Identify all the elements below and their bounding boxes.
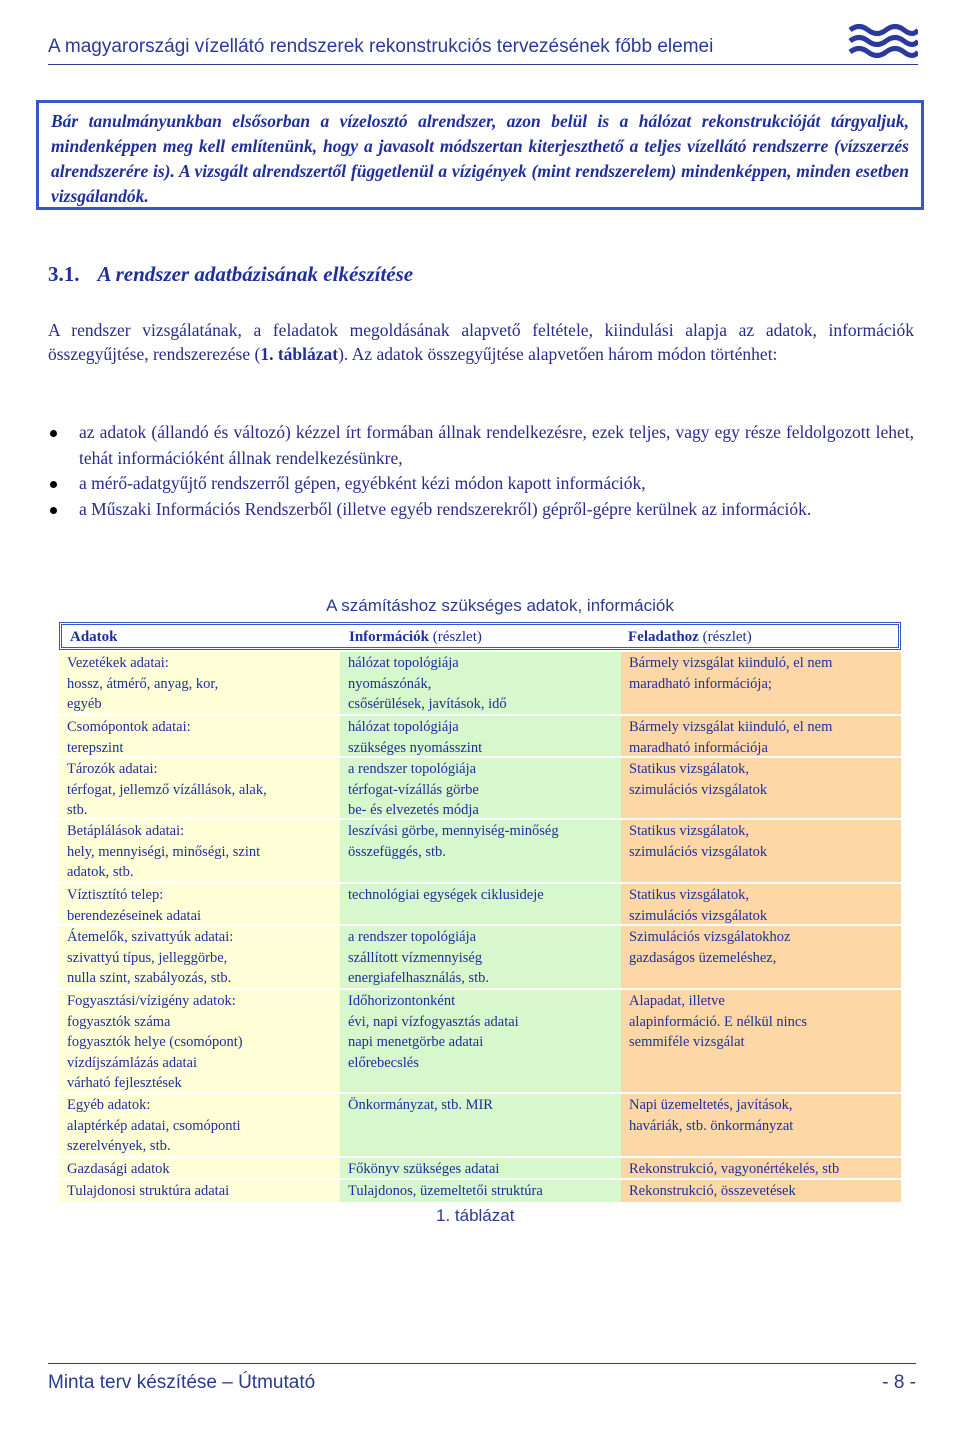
- list-item: az adatok (állandó és változó) kézzel írt formában állnak rendelkezésre, ezek teljes, vagy egy része feldolgozott lehet, tehát információként állnak rendelkezésünkre,: [48, 420, 914, 471]
- table-reference: 1. táblázat: [260, 344, 339, 364]
- table-cell: Statikus vizsgálatok, szimulációs vizsgálatok: [621, 884, 901, 924]
- table-row: [59, 758, 901, 818]
- intro-note-text: Bár tanulmányunkban elsősorban a vízelosztó alrendszer, azon belül is a hálózat rekonstrukcióját tárgyaljuk, mindenképpen meg kell említenünk, hogy a javasolt módszertan kiterjeszthető a teljes vízellátó rendszerre (vízszerzés alrendszerére is). A vizsgált alrendszertől függetlenül a vízigények (mint rendszerelem) mindenképpen, minden esetben vizsgálandók.: [51, 111, 909, 206]
- table-cell: Átemelők, szivattyúk adatai: szivattyú típus, jelleggörbe, nulla szint, szabályozás, stb.: [59, 926, 340, 988]
- table-cell: Bármely vizsgálat kiinduló, el nem maradható információja;: [621, 652, 901, 714]
- table-label: 1. táblázat: [436, 1206, 515, 1225]
- table-cell: Rekonstrukció, vagyonértékelés, stb: [621, 1158, 901, 1178]
- table-cell: Főkönyv szükséges adatai: [340, 1158, 621, 1178]
- table-cell: Alapadat, illetve alapinformáció. E nélkül nincs semmiféle vizsgálat: [621, 990, 901, 1092]
- bullet-list: [48, 420, 914, 522]
- table-cell: Napi üzemeltetés, javítások, haváriák, stb. önkormányzat: [621, 1094, 901, 1156]
- table-row: [59, 820, 901, 882]
- section-title: A rendszer adatbázisának elkészítése: [97, 262, 414, 286]
- table-cell: Gazdasági adatok: [59, 1158, 340, 1178]
- table-cell: Statikus vizsgálatok, szimulációs vizsgálatok: [621, 820, 901, 882]
- table-row: [59, 1180, 901, 1202]
- table-cell: a rendszer topológiája térfogat-vízállás görbe be- és elvezetés módja: [340, 758, 621, 818]
- table-header-row: [59, 622, 901, 650]
- table-row: [59, 716, 901, 756]
- table-cell: Csomópontok adatai: terepszint: [59, 716, 340, 756]
- page-footer: [48, 1363, 916, 1393]
- table-cell: hálózat topológiája szükséges nyomásszint: [340, 716, 621, 756]
- body-paragraph: [48, 318, 914, 366]
- bullet-icon: [50, 481, 57, 488]
- table-row: [59, 990, 901, 1092]
- table-cell: Önkormányzat, stb. MIR: [340, 1094, 621, 1156]
- table-cell: Statikus vizsgálatok, szimulációs vizsgálatok: [621, 758, 901, 818]
- header-cell-informaciok: Információk (részlet): [341, 625, 620, 647]
- table-row: [59, 652, 901, 714]
- page-header: [48, 28, 918, 65]
- table-cell: a rendszer topológiája szállított vízmennyiség energiafelhasználás, stb.: [340, 926, 621, 988]
- section-number: 3.1.: [48, 262, 80, 286]
- table-cell: Rekonstrukció, összevetések: [621, 1180, 901, 1202]
- header-title: A magyarországi vízellátó rendszerek rekonstrukciós tervezésének főbb elemei: [48, 36, 714, 57]
- table-cell: Tározók adatai: térfogat, jellemző vízállások, alak, stb.: [59, 758, 340, 818]
- table-row: [59, 884, 901, 924]
- paragraph-part2: ). Az adatok összegyűjtése alapvetően három módon történhet:: [338, 344, 778, 364]
- waves-logo-icon: [848, 20, 918, 60]
- table-cell: Tulajdonos, üzemeltetői struktúra: [340, 1180, 621, 1202]
- footer-left: Minta terv készítése – Útmutató: [48, 1372, 316, 1393]
- table-cell: hálózat topológiája nyomászónák, csősérülések, javítások, idő: [340, 652, 621, 714]
- table-row: [59, 1094, 901, 1156]
- list-item: a mérő-adatgyűjtő rendszerről gépen, egyébként kézi módon kapott információk,: [48, 471, 914, 497]
- table-caption: A számításhoz szükséges adatok, információk: [326, 596, 674, 615]
- table-row: [59, 1158, 901, 1178]
- table-cell: Fogyasztási/vízigény adatok: fogyasztók száma fogyasztók helye (csomópont) vízdíjszámlázás adatai várható fejlesztések: [59, 990, 340, 1092]
- table-cell: Szimulációs vizsgálatokhoz gazdaságos üzemeléshez,: [621, 926, 901, 988]
- table-row: [59, 926, 901, 988]
- table-cell: technológiai egységek ciklusideje: [340, 884, 621, 924]
- section-heading: [48, 262, 413, 287]
- table-cell: Betáplálások adatai: hely, mennyiségi, minőségi, szint adatok, stb.: [59, 820, 340, 882]
- table-cell: Egyéb adatok: alaptérkép adatai, csomóponti szerelvények, stb.: [59, 1094, 340, 1156]
- table-cell: Vezetékek adatai: hossz, átmérő, anyag, kor, egyéb: [59, 652, 340, 714]
- intro-note-box: [36, 100, 924, 210]
- bullet-icon: [50, 507, 57, 514]
- bullet-icon: [50, 430, 57, 437]
- list-item: a Műszaki Információs Rendszerből (illetve egyéb rendszerekről) gépről-gépre kerülnek az információk.: [48, 497, 914, 523]
- paragraph-part1: A rendszer vizsgálatának, a feladatok megoldásának alapvető feltétele, kiindulási alapja az adatok, információk összegyűjtése, rendszerezése (: [48, 320, 914, 364]
- table-cell: leszívási görbe, mennyiség-minőség összefüggés, stb.: [340, 820, 621, 882]
- table-cell: Víztisztító telep: berendezéseinek adatai: [59, 884, 340, 924]
- page-number: - 8 -: [882, 1372, 916, 1393]
- table-cell: Tulajdonosi struktúra adatai: [59, 1180, 340, 1202]
- table-cell: Bármely vizsgálat kiinduló, el nem maradható információja: [621, 716, 901, 756]
- table-cell: Időhorizontonként évi, napi vízfogyasztás adatai napi menetgörbe adatai előrebecslés: [340, 990, 621, 1092]
- header-cell-feladathoz: Feladathoz (részlet): [620, 625, 898, 647]
- header-cell-adatok: Adatok: [62, 625, 341, 647]
